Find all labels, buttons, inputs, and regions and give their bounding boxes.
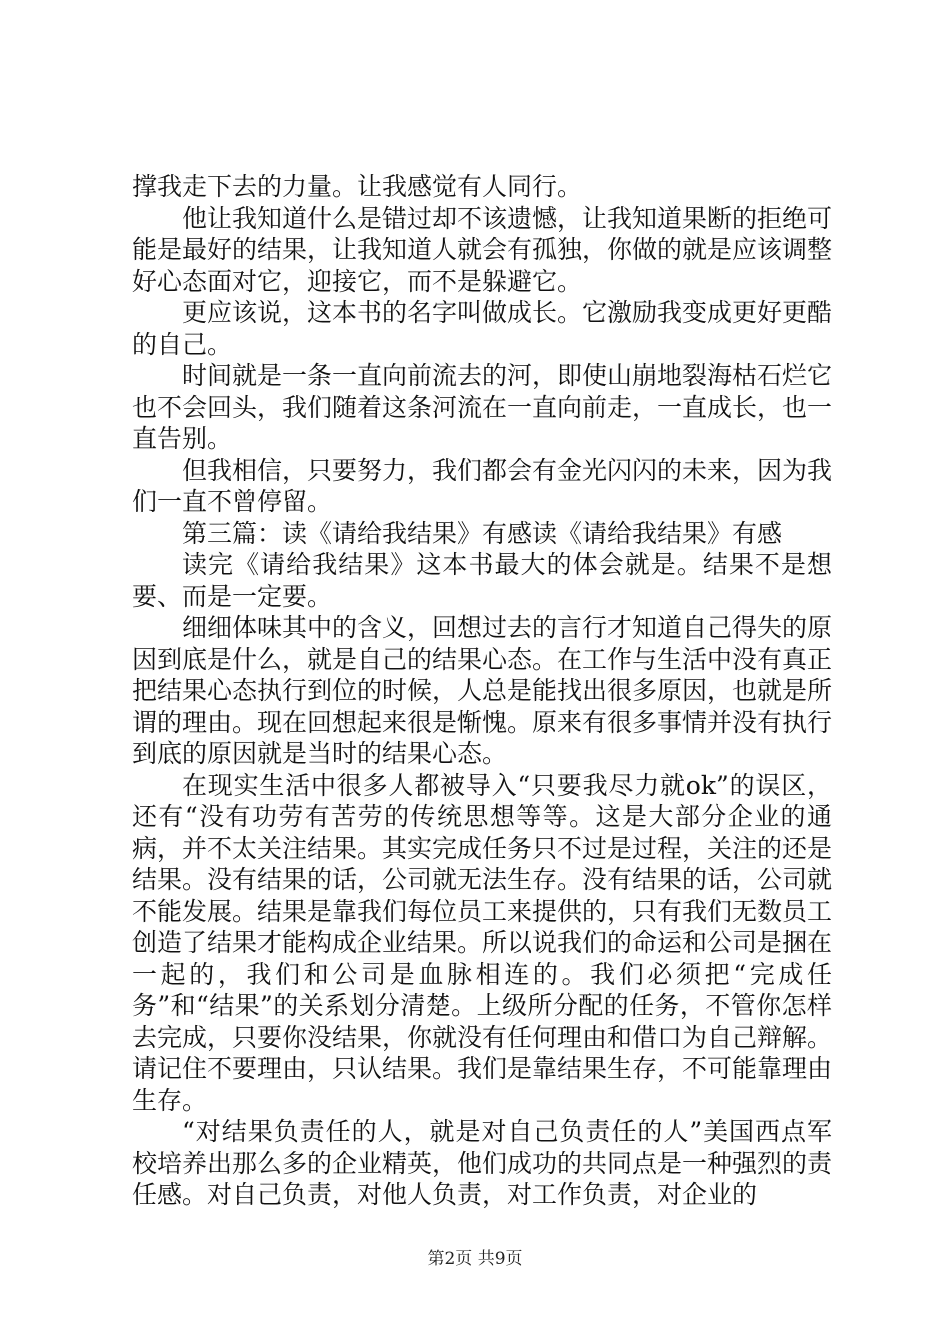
paragraph-continuation: 撑我走下去的力量。让我感觉有人同行。 xyxy=(132,172,583,201)
document-body xyxy=(132,171,832,1211)
paragraph: “对结果负责任的人，就是对自己负责任的人”美国西点军校培养出那么多的企业精英，他们成功的共同点是一种强烈的责任感。对自己负责，对他人负责，对工作负责，对企业的 xyxy=(132,1117,833,1209)
paragraph: 他让我知道什么是错过却不该遗憾，让我知道果断的拒绝可能是最好的结果，让我知道人就会有孤独，你做的就是应该调整好心态面对它，迎接它，而不是躲避它。 xyxy=(132,203,833,296)
paragraph: 在现实生活中很多人都被导入“只要我尽力就ok”的误区，还有“没有功劳有苦劳的传统思想等等。这是大部分企业的通病，并不太关注结果。其实完成任务只不过是过程，关注的还是结果。没有结果的话，公司就无法生存。没有结果的话，公司就不能发展。结果是靠我们每位员工来提供的，只有我们无数员工创造了结果才能构成企业结果。所以说我们的命运和公司是捆在一起的，我们和公司是血脉相连的。我们必须把“完成任务”和“结果”的关系划分清楚。上级所分配的任务，不管你怎样去完成，只要你没结果，你就没有任何理由和借口为自己辩解。请记住不要理由，只认结果。我们是靠结果生存，不可能靠理由生存。 xyxy=(132,770,833,1115)
page-number: 第2页 共9页 xyxy=(427,1249,523,1269)
paragraph: 时间就是一条一直向前流去的河，即使山崩地裂海枯石烂它也不会回头，我们随着这条河流在一直向前走，一直成长，也一直告别。 xyxy=(132,361,833,453)
paragraph: 更应该说，这本书的名字叫做成长。它激励我变成更好更酷的自己。 xyxy=(132,298,833,359)
paragraph: 细细体味其中的含义，回想过去的言行才知道自己得失的原因到底是什么，就是自己的结果心态。在工作与生活中没有真正把结果心态执行到位的时候，人总是能找出很多原因，也就是所谓的理由。现在回想起来很是惭愧。原来有很多事情并没有执行到底的原因就是当时的结果心态。 xyxy=(132,613,833,768)
paragraph: 读完《请给我结果》这本书最大的体会就是。结果不是想要、而是一定要。 xyxy=(132,550,832,611)
paragraph: 但我相信，只要努力，我们都会有金光闪闪的未来，因为我们一直不曾停留。 xyxy=(132,455,833,516)
section-heading: 第三篇：读《请给我结果》有感读《请给我结果》有感 xyxy=(182,518,783,548)
